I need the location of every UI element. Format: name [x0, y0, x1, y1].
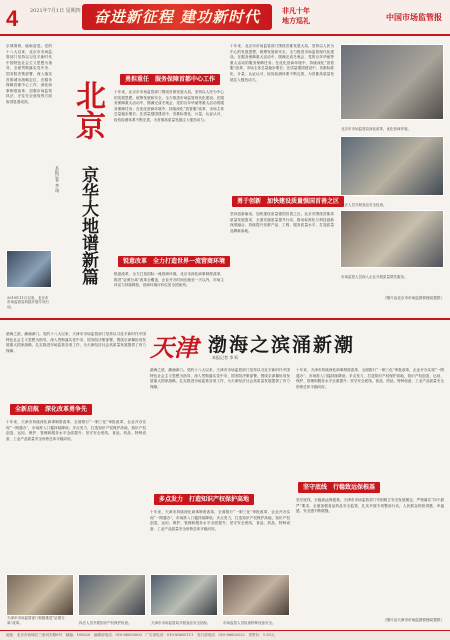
footer: 地址：北京市西城区三里河东路8号 邮编：100820 编辑部电话：010-88650000 广告部电话：010-88650111 发行部电话：010-88650222 零售价：1.50元	[0, 630, 450, 640]
beijing-photo-caption-4: 2019年11月以来，北京市市场监管局持续开展专项行动。	[7, 295, 49, 309]
tianjin-photo-caption-3: 天津市市场监管局开展食品安全抽检。	[151, 620, 211, 625]
tianjin-section-head-3: 坚守底线 行稳致远保根基	[298, 482, 380, 493]
tianjin-photo-4	[222, 574, 290, 625]
beijing-body-text: 十年来，北京市市场监管部门围绕首都发展大局，坚持以人民为中心的发展思想，统筹发展和安全，全力推进市场监管现代化建设。在服务保障重大活动中，圆满完成冬奥会、党的百年华诞等重大活动的服务保障任务；在优化营商环境中，持续深化“放管服”改革，市场主体总量稳步增长；在质量强国建设中，首都标准化、计量、认证认可、检验检测体系不断完善，为首都高质量发展注入强劲动力。	[114, 90, 224, 122]
beijing-photo-3	[340, 210, 444, 279]
tianjin-section-head-2: 多点发力 打造知识产权保护高地	[154, 494, 254, 505]
beijing-body-text-2: 坚持创新驱动，加快建设质量强国首善之区。北京市围绕首都高质量发展需求，全面实施质量提升行动，推动标准化与科技创新深度融合，持续提升首都产品、工程、服务质量水平，打造质量品牌新高地。	[230, 212, 334, 233]
paper-name: 中国市场监管报	[386, 12, 442, 22]
beijing-subtitle: 京华大地谱新篇	[78, 165, 98, 285]
tianjin-photo-3	[150, 574, 218, 625]
beijing-author: 本报记者 李 翔	[55, 166, 60, 193]
section-divider	[0, 318, 450, 320]
beijing-section-head-1: 勇担重任 服务保障首都中心工作	[120, 74, 220, 85]
tianjin-photo-1	[6, 574, 74, 625]
tianjin-section-head-1: 全新启航 深化改革勇争先	[10, 404, 92, 415]
beijing-title: 北京	[70, 80, 105, 140]
beijing-photo-caption-2: 执法人员开展食品安全检查。	[341, 202, 387, 207]
page-number: 4	[6, 6, 19, 31]
beijing-note: （图片由北京市市场监督管理局提供）	[382, 296, 444, 300]
tianjin-body-text-col2: 渤海之滨，潮涌津门。党的十八大以来，天津市市场监管部门坚持以习近平新时代中国特色社会主义思想为指导，深入贯彻落实党中央、国务院决策部署，围绕京津冀协同发展重大国家战略，扎实推进市场监管各项工作，为天津经济社会高质量发展提供了有力保障。	[150, 368, 290, 389]
tianjin-body-text-col3: 十年来，天津市持续深化商事制度改革，全面推行“一制三化”审批改革，企业开办实现“一网通办”，市场准入门槛持续降低；多点发力，打造知识产权保护高地，知识产权创造、运用、保护、管理和服务水平全面提升；坚守安全底线，食品、药品、特种设备、工业产品质量安全形势总体平稳向好。	[296, 368, 444, 389]
date-line: 2021年7月1日 星期四	[30, 8, 81, 14]
beijing-lead-text: 京城乘势，砥砺奋进。党的十八大以来，北京市市场监管部门坚持以习近平新时代中国特色社会主义思想为指导，全面贯彻落实党中央、国务院决策部署，深入落实首都城市战略定位，在服务保障首都中心工作、深化商事制度改革、加强市场监管执法、守住安全底线等方面取得显著成效。	[6, 44, 52, 104]
tianjin-photo-caption-1: 天津市市场监管部门积极推进“证照分离”改革。	[7, 616, 65, 625]
beijing-photo-4	[6, 250, 52, 309]
tianjin-subtitle: 渤海之滨涌新潮	[208, 334, 356, 356]
beijing-photo-caption-3: 市场监管人员深入企业开展质量帮扶服务。	[341, 274, 408, 279]
banner: 奋进新征程 建功新时代	[82, 4, 272, 30]
tianjin-body-text-3: 坚守底线，行稳致远保根基。天津市市场监管部门牢固树立安全发展理念，严格落实“四个最严”要求，全面加强食品药品安全监管，扎实开展专项整治行动，人民群众的获得感、幸福感、安全感不断增强。	[296, 498, 444, 514]
masthead	[0, 0, 450, 36]
beijing-photo-2	[340, 136, 444, 207]
beijing-section-head-2: 勇于创新 加快建设质量强国首善之区	[232, 196, 344, 207]
beijing-photo-1	[340, 44, 444, 131]
beijing-body-text-3: 锐意改革，全力打造国际一流营商环境。北京市深化商事制度改革，推进“证照分离”改革全覆盖，企业开办时间压缩至一天以内，市场主体活力持续释放，营商环境评价位居全国前列。	[114, 272, 224, 288]
tianjin-title: 天津	[150, 333, 198, 362]
beijing-photo-caption-1: 北京市市场监管局深化改革，优化营商环境。	[341, 126, 411, 131]
beijing-body-text-col2: 十年来，北京市市场监管部门围绕首都发展大局，坚持以人民为中心的发展思想，统筹发展和安全，全力推进市场监管现代化建设。在服务保障重大活动中，圆满完成冬奥会、党的百年华诞等重大活动的服务保障任务；在优化营商环境中，持续深化“放管服”改革，市场主体总量稳步增长；在质量强国建设中，首都标准化、计量、认证认可、检验检测体系不断完善，为首都高质量发展注入强劲动力。	[230, 44, 334, 82]
banner-side: 非凡十年 地方巡礼	[282, 6, 310, 25]
tianjin-body-text-2: 十年来，天津市持续深化商事制度改革，全面推行“一制三化”审批改革，企业开办实现“一网通办”，市场准入门槛持续降低；多点发力，打造知识产权保护高地，知识产权创造、运用、保护、管理和服务水平全面提升；坚守安全底线，食品、药品、特种设备、工业产品质量安全形势总体平稳向好。	[6, 420, 146, 441]
tianjin-note: （图片由天津市市场监督管理局提供）	[382, 618, 444, 622]
tianjin-body-text-col2b: 十年来，天津市持续深化商事制度改革，全面推行“一制三化”审批改革，企业开办实现“一网通办”，市场准入门槛持续降低；多点发力，打造知识产权保护高地，知识产权创造、运用、保护、管理和服务水平全面提升；坚守安全底线，食品、药品、特种设备、工业产品质量安全形势总体平稳向好。	[150, 510, 290, 531]
tianjin-photo-caption-2: 执法人员开展知识产权保护检查。	[79, 620, 132, 625]
tianjin-photo-caption-4: 市场监管人员检查特种设备安全。	[223, 620, 276, 625]
tianjin-body-text: 渤海之滨，潮涌津门。党的十八大以来，天津市市场监管部门坚持以习近平新时代中国特色社会主义思想为指导，深入贯彻落实党中央、国务院决策部署，围绕京津冀协同发展重大国家战略，扎实推进市场监管各项工作，为天津经济社会高质量发展提供了有力保障。	[6, 332, 146, 353]
tianjin-author: 本报记者 李 昕	[212, 355, 239, 360]
tianjin-photo-2	[78, 574, 146, 625]
beijing-section-head-3: 锐意改革 全力打造世界一流营商环境	[118, 256, 230, 267]
